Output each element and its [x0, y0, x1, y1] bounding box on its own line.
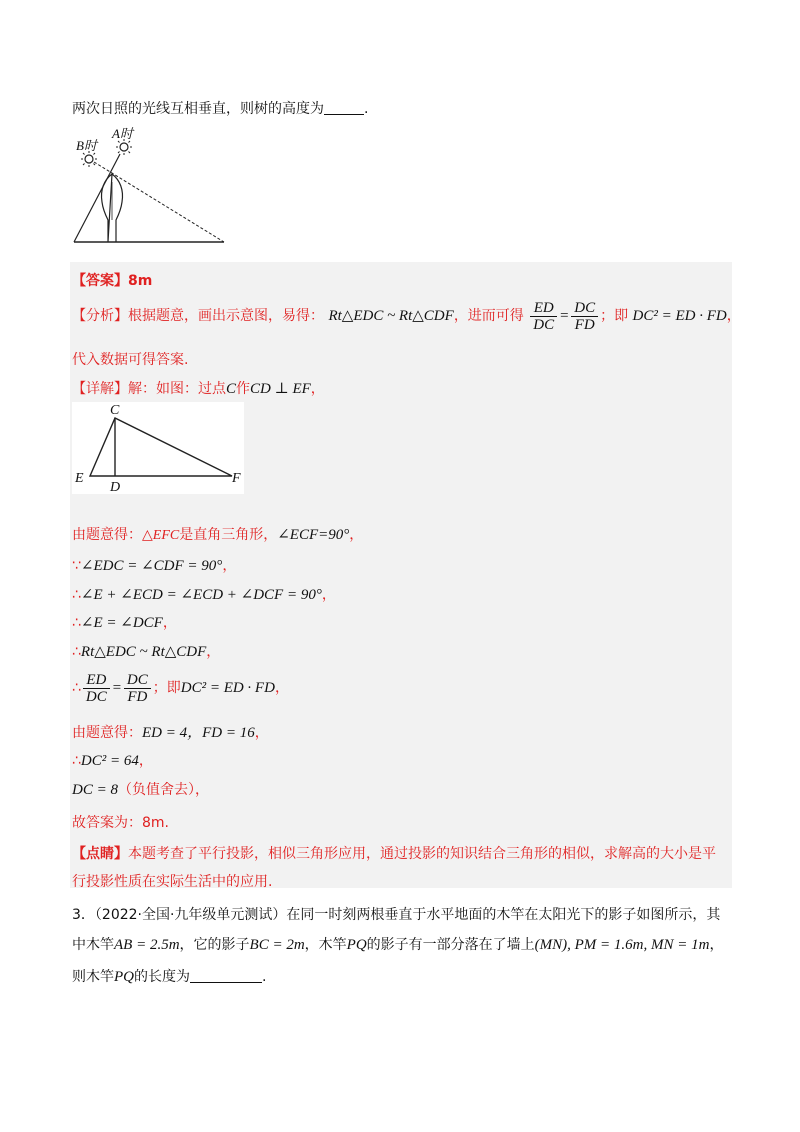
frac1-numerator: ED	[530, 300, 557, 317]
analysis-text2: ，进而可得	[453, 308, 524, 324]
analysis-text3: ；即	[600, 308, 629, 324]
analysis-similarity: Rt△EDC ~ Rt△CDF	[328, 308, 454, 324]
step-2	[72, 555, 236, 575]
answer-blank	[324, 100, 364, 115]
comment-line2: 行投影性质在实际生活中的应用.	[72, 874, 273, 890]
analysis-formula: DC² = ED · FD	[632, 308, 727, 324]
q3-text-e: ，	[709, 937, 724, 953]
intro-end: .	[364, 101, 369, 117]
step5-c: ，	[206, 644, 221, 660]
label-f: F	[232, 471, 241, 486]
ray-a-line	[74, 154, 120, 242]
step6-d: ，	[274, 680, 289, 696]
step3-a: ∴	[72, 587, 81, 603]
answer-value: 8m	[128, 273, 153, 289]
q3-end: .	[262, 969, 267, 985]
step6-den2: FD	[127, 688, 148, 705]
step1-a: 由题意得：△	[72, 527, 153, 543]
q3-text-d: 的影子有一部分落在了墙上	[366, 937, 535, 953]
triangle-efc	[90, 418, 232, 476]
analysis-line	[72, 298, 741, 334]
step9-b: （负值舍去），	[117, 782, 209, 798]
detail-point: C	[226, 381, 237, 397]
detail-perp: CD ⊥ EF	[250, 381, 311, 397]
step6-fraction1	[83, 672, 110, 705]
detail-comma: ，	[310, 381, 325, 397]
step-6	[72, 670, 289, 706]
intro-line	[72, 98, 368, 118]
detail-line	[72, 378, 325, 398]
step6-c: DC² = ED · FD	[180, 680, 275, 696]
answer-line	[72, 270, 152, 290]
step-10: 故答案为：8m.	[72, 815, 169, 831]
q3-line3	[72, 966, 266, 986]
step-4	[72, 612, 177, 632]
step1-e: ，	[349, 527, 364, 543]
comment-tag: 【点睛】	[72, 846, 128, 862]
step4-a: ∴	[72, 615, 81, 631]
q3-answer-blank	[190, 968, 262, 983]
step9-a: DC = 8	[72, 782, 118, 798]
step7-b: ED = 4，FD = 16	[142, 725, 255, 741]
label-e: E	[75, 471, 84, 486]
label-c: C	[110, 403, 120, 418]
step2-b: ∠EDC = ∠CDF = 90°	[80, 558, 223, 574]
step2-a: ∵	[72, 558, 81, 574]
step8-b: DC² = 64	[80, 753, 139, 769]
step6-den1: DC	[85, 688, 107, 705]
step-1	[72, 524, 363, 544]
answer-tag: 【答案】	[72, 273, 128, 289]
frac2-numerator: DC	[571, 300, 598, 317]
analysis-fraction1	[530, 300, 557, 333]
step8-c: ，	[138, 753, 153, 769]
detail-text: 解：如图：过点	[128, 381, 226, 397]
q3-line2	[72, 934, 723, 954]
step3-c: ，	[321, 587, 336, 603]
step1-b: EFC	[152, 528, 180, 543]
q3-line1: 3．（2022·全国·九年级单元测试）在同一时刻两根垂直于水平地面的木竿在太阳光下的影子如图所示，其	[72, 907, 721, 923]
triangle-figure	[72, 402, 244, 494]
q3-text-a: 中木竿	[72, 937, 114, 953]
analysis-equals: =	[559, 308, 570, 324]
analysis-text1: 根据题意，画出示意图，易得：	[128, 308, 324, 324]
tree-sun-figure	[68, 122, 233, 246]
q3-pq2: PQ	[114, 969, 134, 985]
step-3	[72, 584, 336, 604]
ray-b-line	[94, 162, 224, 242]
q3-text-f: 则木竿	[72, 969, 114, 985]
step7-a: 由题意得：	[72, 725, 142, 741]
step-7	[72, 721, 269, 742]
step-8	[72, 750, 153, 770]
q3-ab: AB = 2.5m	[114, 937, 180, 953]
step5-a: ∴	[72, 644, 81, 660]
step6-fraction2	[124, 672, 151, 705]
step6-b: ；即	[152, 680, 181, 696]
comment-text1: 本题考查了平行投影，相似三角形应用，通过投影的知识结合三角形的相似，求解高的大小是平	[128, 846, 716, 862]
q3-bc: BC = 2m	[249, 937, 305, 953]
step7-c: ，	[254, 725, 269, 741]
q3-mn: (MN), PM = 1.6m, MN = 1m	[534, 937, 710, 953]
step3-b: ∠E + ∠ECD = ∠ECD + ∠DCF = 90°	[80, 587, 322, 603]
step4-c: ，	[162, 615, 177, 631]
step8-a: ∴	[72, 753, 81, 769]
q3-text-b: ，它的影子	[179, 937, 250, 953]
step-5	[72, 641, 220, 661]
frac2-denominator: FD	[574, 316, 595, 333]
q3-text-g: 的长度为	[134, 969, 190, 985]
frac1-denominator: DC	[533, 316, 555, 333]
q3-text-c: ，木竿	[304, 937, 347, 953]
sun-a-icon	[116, 139, 132, 155]
intro-text: 两次日照的光线互相垂直，则树的高度为	[72, 101, 324, 117]
step-9	[72, 779, 209, 799]
step6-a: ∴	[72, 680, 81, 696]
label-d: D	[110, 480, 121, 494]
step5-b: Rt△EDC ~ Rt△CDF	[80, 644, 207, 660]
analysis-comma: ，	[726, 308, 741, 324]
label-a-time: A时	[112, 126, 133, 141]
sun-b-icon	[81, 151, 97, 167]
analysis-tag: 【分析】	[72, 308, 128, 324]
step6-equals: =	[111, 680, 122, 696]
step4-b: ∠E = ∠DCF	[80, 615, 163, 631]
comment-line1	[72, 843, 716, 863]
analysis-fraction2	[571, 300, 598, 333]
step1-c: 是直角三角形，	[179, 527, 278, 543]
step6-num2: DC	[124, 672, 151, 689]
detail-text2: 作	[236, 381, 251, 397]
q3-pq: PQ	[346, 937, 367, 953]
step1-d: ∠ECF=90°	[277, 527, 350, 543]
analysis-line2: 代入数据可得答案.	[72, 352, 189, 368]
step2-c: ，	[222, 558, 237, 574]
detail-tag: 【详解】	[72, 381, 128, 397]
label-b-time: B时	[76, 138, 97, 153]
step6-num1: ED	[83, 672, 110, 689]
